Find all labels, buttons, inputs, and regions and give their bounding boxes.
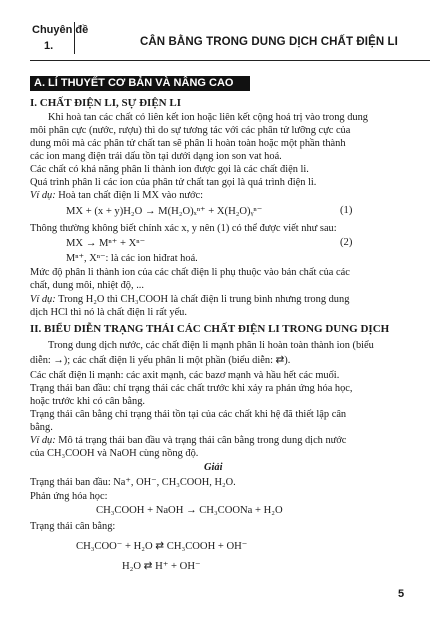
solution-heading: Giải xyxy=(204,462,223,473)
s1-line-3: dung môi mà các phân tử chất tan sẽ phân li hoàn toàn hoặc một phần thành xyxy=(30,138,346,149)
s2-line-7: bằng. xyxy=(30,422,53,433)
s1-line-8: chất, dung môi, nhiệt độ, ... xyxy=(30,280,144,291)
s1-line-5: Các chất có khả năng phân li thành ion được gọi là các chất điện li. xyxy=(30,164,309,175)
s2-example xyxy=(30,434,346,447)
page-title: CÂN BẰNG TRONG DUNG DỊCH CHẤT ĐIỆN LI xyxy=(140,36,398,48)
s1-example-2-line-2: dịch HCl thì nó là chất điện li rất yếu. xyxy=(30,307,187,318)
header-rule xyxy=(30,60,430,61)
example-label: Ví dụ: xyxy=(30,190,56,201)
equation-2-note: Mⁿ⁺, Xⁿ⁻: là các ion hiđrat hoá. xyxy=(66,253,198,264)
s1-simplify-line: Thông thường không biết chính xác x, y nên (1) có thể được viết như sau: xyxy=(30,223,337,234)
equilibrium-equation-2: H₂O ⇄ H⁺ + OH⁻ xyxy=(122,561,201,572)
equation-2-number: (2) xyxy=(340,237,353,248)
s1-line-1: Khi hoà tan các chất có liên kết ion hoặc liên kết cộng hoá trị vào trong dung xyxy=(48,112,368,123)
s1-line-7: Mức độ phân li thành ion của các chất điện li phụ thuộc vào bản chất của các xyxy=(30,267,350,278)
equation-1: MX + (x + y)H₂O → M(H₂O)ₓⁿ⁺ + X(H₂O)ᵧⁿ⁻ xyxy=(66,206,263,217)
equilibrium-equation-1: CH₃COO⁻ + H₂O ⇄ CH₃COOH + OH⁻ xyxy=(76,541,248,552)
s1-example-1 xyxy=(30,189,203,202)
equilibrium-label: Trạng thái cân bằng: xyxy=(30,521,116,532)
section-a-title: A. LÍ THUYẾT CƠ BẢN VÀ NÂNG CAO xyxy=(34,77,234,89)
initial-state: Trạng thái ban đầu: Na⁺, OH⁻, CH₃COOH, H₂O. xyxy=(30,477,236,488)
example-label: Ví dụ: xyxy=(30,294,56,305)
section-1-heading: I. CHẤT ĐIỆN LI, SỰ ĐIỆN LI xyxy=(30,97,181,109)
reaction-equation: CH₃COOH + NaOH → CH₃COONa + H₂O xyxy=(96,505,283,516)
s2-line-1: Trong dung dịch nước, các chất điện li mạnh phân li hoàn toàn thành ion (biểu xyxy=(48,340,374,351)
example-text: Mô tả trạng thái ban đầu và trạng thái cân bằng trong dung dịch nước xyxy=(55,435,347,446)
page-number: 5 xyxy=(398,588,405,600)
s2-line-2: diễn: →); các chất điện li yếu phân li một phần (biểu diễn: ⇄). xyxy=(30,355,291,366)
equation-2: MX → Mⁿ⁺ + Xⁿ⁻ xyxy=(66,238,146,249)
chapter-number: 1. xyxy=(44,40,54,52)
s1-line-2: môi phân cực (nước, rượu) thì do sự tương tác với các phân tử lưỡng cực của xyxy=(30,125,351,136)
chapter-label: Chuyên đề xyxy=(32,24,89,36)
s2-line-5: hoặc trước khi có cân bằng. xyxy=(30,396,145,407)
s2-line-3: Các chất điện li mạnh: các axit mạnh, các bazơ mạnh và hầu hết các muối. xyxy=(30,370,340,381)
example-text: Hoà tan chất điện li MX vào nước: xyxy=(55,190,204,201)
s1-example-2 xyxy=(30,293,349,306)
example-label: Ví dụ: xyxy=(30,435,56,446)
s1-line-4: các ion mang điện trái dấu tồn tại dưới dạng ion son vat hoá. xyxy=(30,151,282,162)
equation-1-number: (1) xyxy=(340,205,353,216)
s2-example-line-2: của CH₃COOH và NaOH cùng nồng độ. xyxy=(30,448,199,459)
s2-line-4: Trạng thái ban đầu: chỉ trạng thái các chất trước khi xảy ra phản ứng hóa học, xyxy=(30,383,353,394)
s1-line-6: Quá trình phân li các ion của phân tử chất tan gọi là quá trình điện li. xyxy=(30,177,317,188)
reaction-label: Phản ứng hóa học: xyxy=(30,491,108,502)
section-a-banner xyxy=(30,76,250,91)
s2-line-6: Trạng thái cân bằng chỉ trạng thái tồn tại của các chất khi hệ đã thiết lập cân xyxy=(30,409,347,420)
section-2-heading: II. BIỂU DIỄN TRẠNG THÁI CÁC CHẤT ĐIỆN LI TRONG DUNG DỊCH xyxy=(30,323,390,335)
example-text: Trong H₂O thì CH₃COOH là chất điện li trung bình nhưng trong dung xyxy=(55,294,350,305)
